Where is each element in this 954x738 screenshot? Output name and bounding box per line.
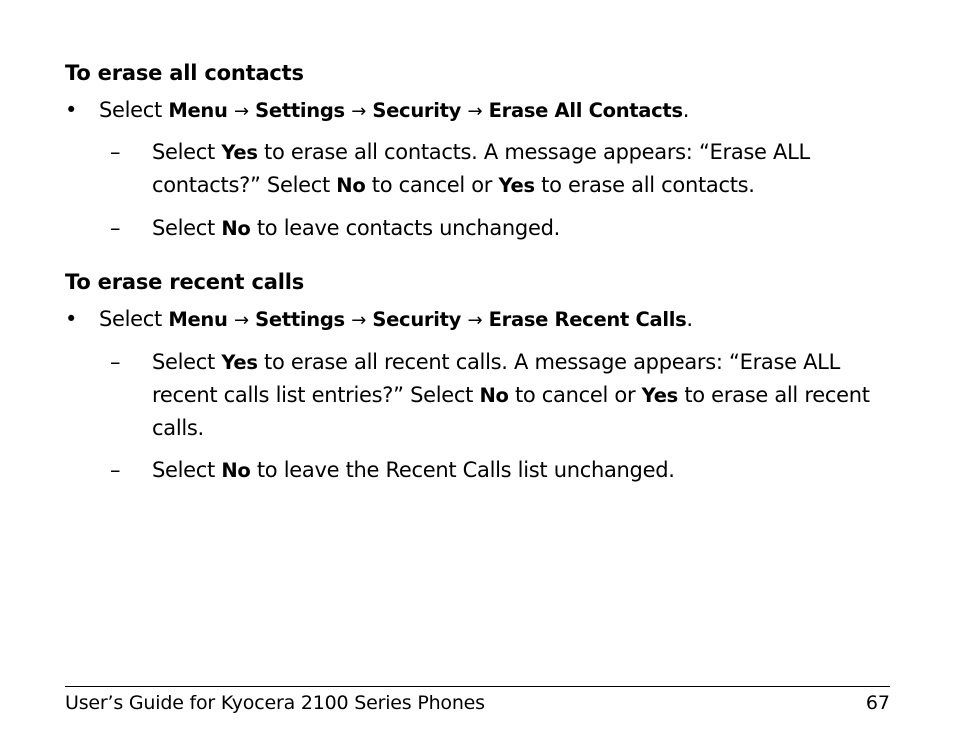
bullet-erase-contacts-path — [65, 97, 689, 125]
dash-symbol: – — [110, 458, 121, 482]
menu-path-item: Settings — [255, 99, 345, 122]
text-run: Select — [152, 140, 222, 164]
arrow-icon: → — [351, 310, 366, 331]
bold-option: No — [221, 459, 251, 482]
sub-item-erase-contacts-no — [110, 212, 890, 245]
bullet-symbol: • — [65, 98, 78, 122]
text-run: to leave the Recent Calls list unchanged. — [250, 458, 675, 482]
bullet-end: . — [686, 307, 693, 331]
bold-option: No — [221, 217, 251, 240]
arrow-icon: → — [467, 310, 483, 331]
sub-item-erase-recent-yes — [110, 346, 890, 444]
footer-title: User’s Guide for Kyocera 2100 Series Phones — [65, 692, 485, 714]
text-run: Select — [152, 458, 222, 482]
text-run: Select — [152, 216, 222, 240]
text-run: to erase all contacts. — [534, 173, 755, 197]
text-run: to erase all contacts. A message appears: “Erase ALL contacts?” Select — [152, 140, 810, 197]
text-run: to cancel or — [365, 173, 499, 197]
text-run: to cancel or — [508, 383, 642, 407]
dash-symbol: – — [110, 350, 121, 374]
sub-item-erase-contacts-yes — [110, 136, 890, 202]
bold-option: No — [479, 384, 509, 407]
dash-symbol: – — [110, 216, 121, 240]
footer-divider — [65, 686, 890, 687]
arrow-icon: → — [233, 310, 249, 331]
menu-path-item: Security — [372, 308, 462, 331]
text-run: to erase all recent calls. A message appears: “Erase ALL recent calls list entries?” Select — [152, 350, 840, 407]
menu-path-item: Erase All Contacts — [488, 99, 683, 122]
bold-option: Yes — [221, 141, 258, 164]
bold-option: Yes — [221, 351, 258, 374]
text-run: Select — [152, 350, 222, 374]
arrow-icon: → — [351, 101, 366, 122]
bold-option: Yes — [498, 174, 535, 197]
bullet-end: . — [682, 98, 690, 122]
sub-item-text — [152, 136, 890, 202]
text-run: to leave contacts unchanged. — [250, 216, 560, 240]
section-heading-erase-recent-calls: To erase recent calls — [65, 270, 305, 294]
sub-item-text — [152, 454, 890, 487]
dash-symbol: – — [110, 140, 121, 164]
bullet-symbol: • — [65, 307, 78, 331]
sub-item-erase-recent-no — [110, 454, 890, 487]
page-number: 67 — [865, 692, 890, 714]
menu-path-item: Settings — [255, 308, 345, 331]
bold-option: No — [336, 174, 366, 197]
bullet-erase-recent-calls-path — [65, 306, 693, 334]
section-heading-erase-contacts: To erase all contacts — [65, 61, 304, 85]
menu-path-item: Security — [372, 99, 462, 122]
bullet-lead: Select — [99, 307, 162, 331]
menu-path-item: Menu — [168, 308, 228, 331]
arrow-icon: → — [233, 101, 249, 122]
sub-item-text — [152, 212, 890, 245]
text-run: to erase all recent calls. — [152, 383, 870, 440]
arrow-icon: → — [467, 101, 483, 122]
bold-option: Yes — [641, 384, 678, 407]
menu-path-item: Menu — [168, 99, 228, 122]
sub-item-text — [152, 346, 890, 444]
menu-path-item: Erase Recent Calls — [488, 308, 687, 331]
bullet-lead: Select — [99, 98, 162, 122]
